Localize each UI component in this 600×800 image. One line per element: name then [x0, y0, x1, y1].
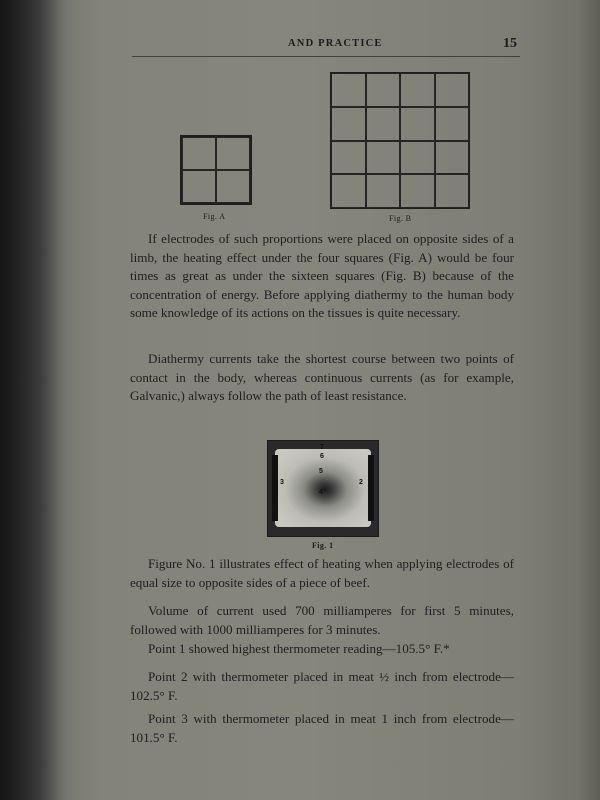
grid-cell: [400, 73, 435, 107]
grid-cell: [216, 137, 250, 170]
grid-cell: [435, 174, 470, 208]
grid-cell: [366, 174, 401, 208]
grid-cell: [182, 170, 216, 203]
figure-a-grid: [180, 135, 252, 205]
grid-cell: [366, 73, 401, 107]
beef-sample: [275, 449, 371, 527]
figure-1-photo: [267, 440, 379, 537]
photo-point-label: 2: [359, 479, 363, 486]
grid-cell: [331, 141, 366, 175]
grid-cell: [366, 107, 401, 141]
grid-cell: [435, 141, 470, 175]
grid-cell: [400, 107, 435, 141]
page-number: 15: [503, 36, 517, 51]
grid-cell: [331, 174, 366, 208]
grid-cell: [182, 137, 216, 170]
right-electrode: [368, 455, 374, 521]
paragraph-diathermy-currents: Diathermy currents take the shortest course between two points of contact in the body, whereas continuous currents (as for example, Galvanic,) always follow the path of least resistance.: [130, 351, 514, 403]
grid-cell: [216, 170, 250, 203]
header-rule: [132, 56, 520, 57]
grid-cell: [400, 174, 435, 208]
paragraph-electrode-proportions: If electrodes of such proportions were placed on opposite sides of a limb, the heating effect under the four squares (Fig. A) would be four times as great as under the sixteen squares (Fig. B) because of the concentration of energy. Before applying diathermy to the human body some knowledge of its actions on the tissues is quite necessary.: [130, 231, 514, 320]
figure-b-grid: [330, 72, 470, 209]
grid-cell: [331, 107, 366, 141]
figure-b-caption: Fig. B: [389, 214, 412, 223]
grid-cell: [435, 107, 470, 141]
figure-1-caption: Fig. 1: [312, 541, 334, 550]
figure-a-caption: Fig. A: [203, 212, 226, 221]
photo-point-label: 4: [319, 489, 323, 496]
photo-point-label: 7: [320, 444, 324, 451]
paragraph-point-2: Point 2 with thermometer placed in meat ½ inch from electrode—102.5° F.: [130, 669, 514, 703]
photo-point-label: 5: [319, 468, 323, 475]
grid-cell: [366, 141, 401, 175]
paragraph-current-volume: Volume of current used 700 milliamperes for first 5 minutes, followed with 1000 milliamperes for 3 minutes.: [130, 603, 514, 637]
grid-cell: [400, 141, 435, 175]
paragraph-point-3: Point 3 with thermometer placed in meat 1 inch from electrode—101.5° F.: [130, 711, 514, 745]
left-electrode: [272, 455, 278, 521]
paragraph-point-1: Point 1 showed highest thermometer reading—105.5° F.*: [148, 641, 450, 656]
photo-point-label: 3: [280, 479, 284, 486]
running-head: AND PRACTICE: [288, 38, 383, 49]
grid-cell: [331, 73, 366, 107]
grid-cell: [435, 73, 470, 107]
page-gutter-shadow: [0, 0, 62, 800]
photo-point-label: 6: [320, 453, 324, 460]
paragraph-figure-1-description: Figure No. 1 illustrates effect of heating when applying electrodes of equal size to opposite sides of a piece of beef.: [130, 556, 514, 590]
